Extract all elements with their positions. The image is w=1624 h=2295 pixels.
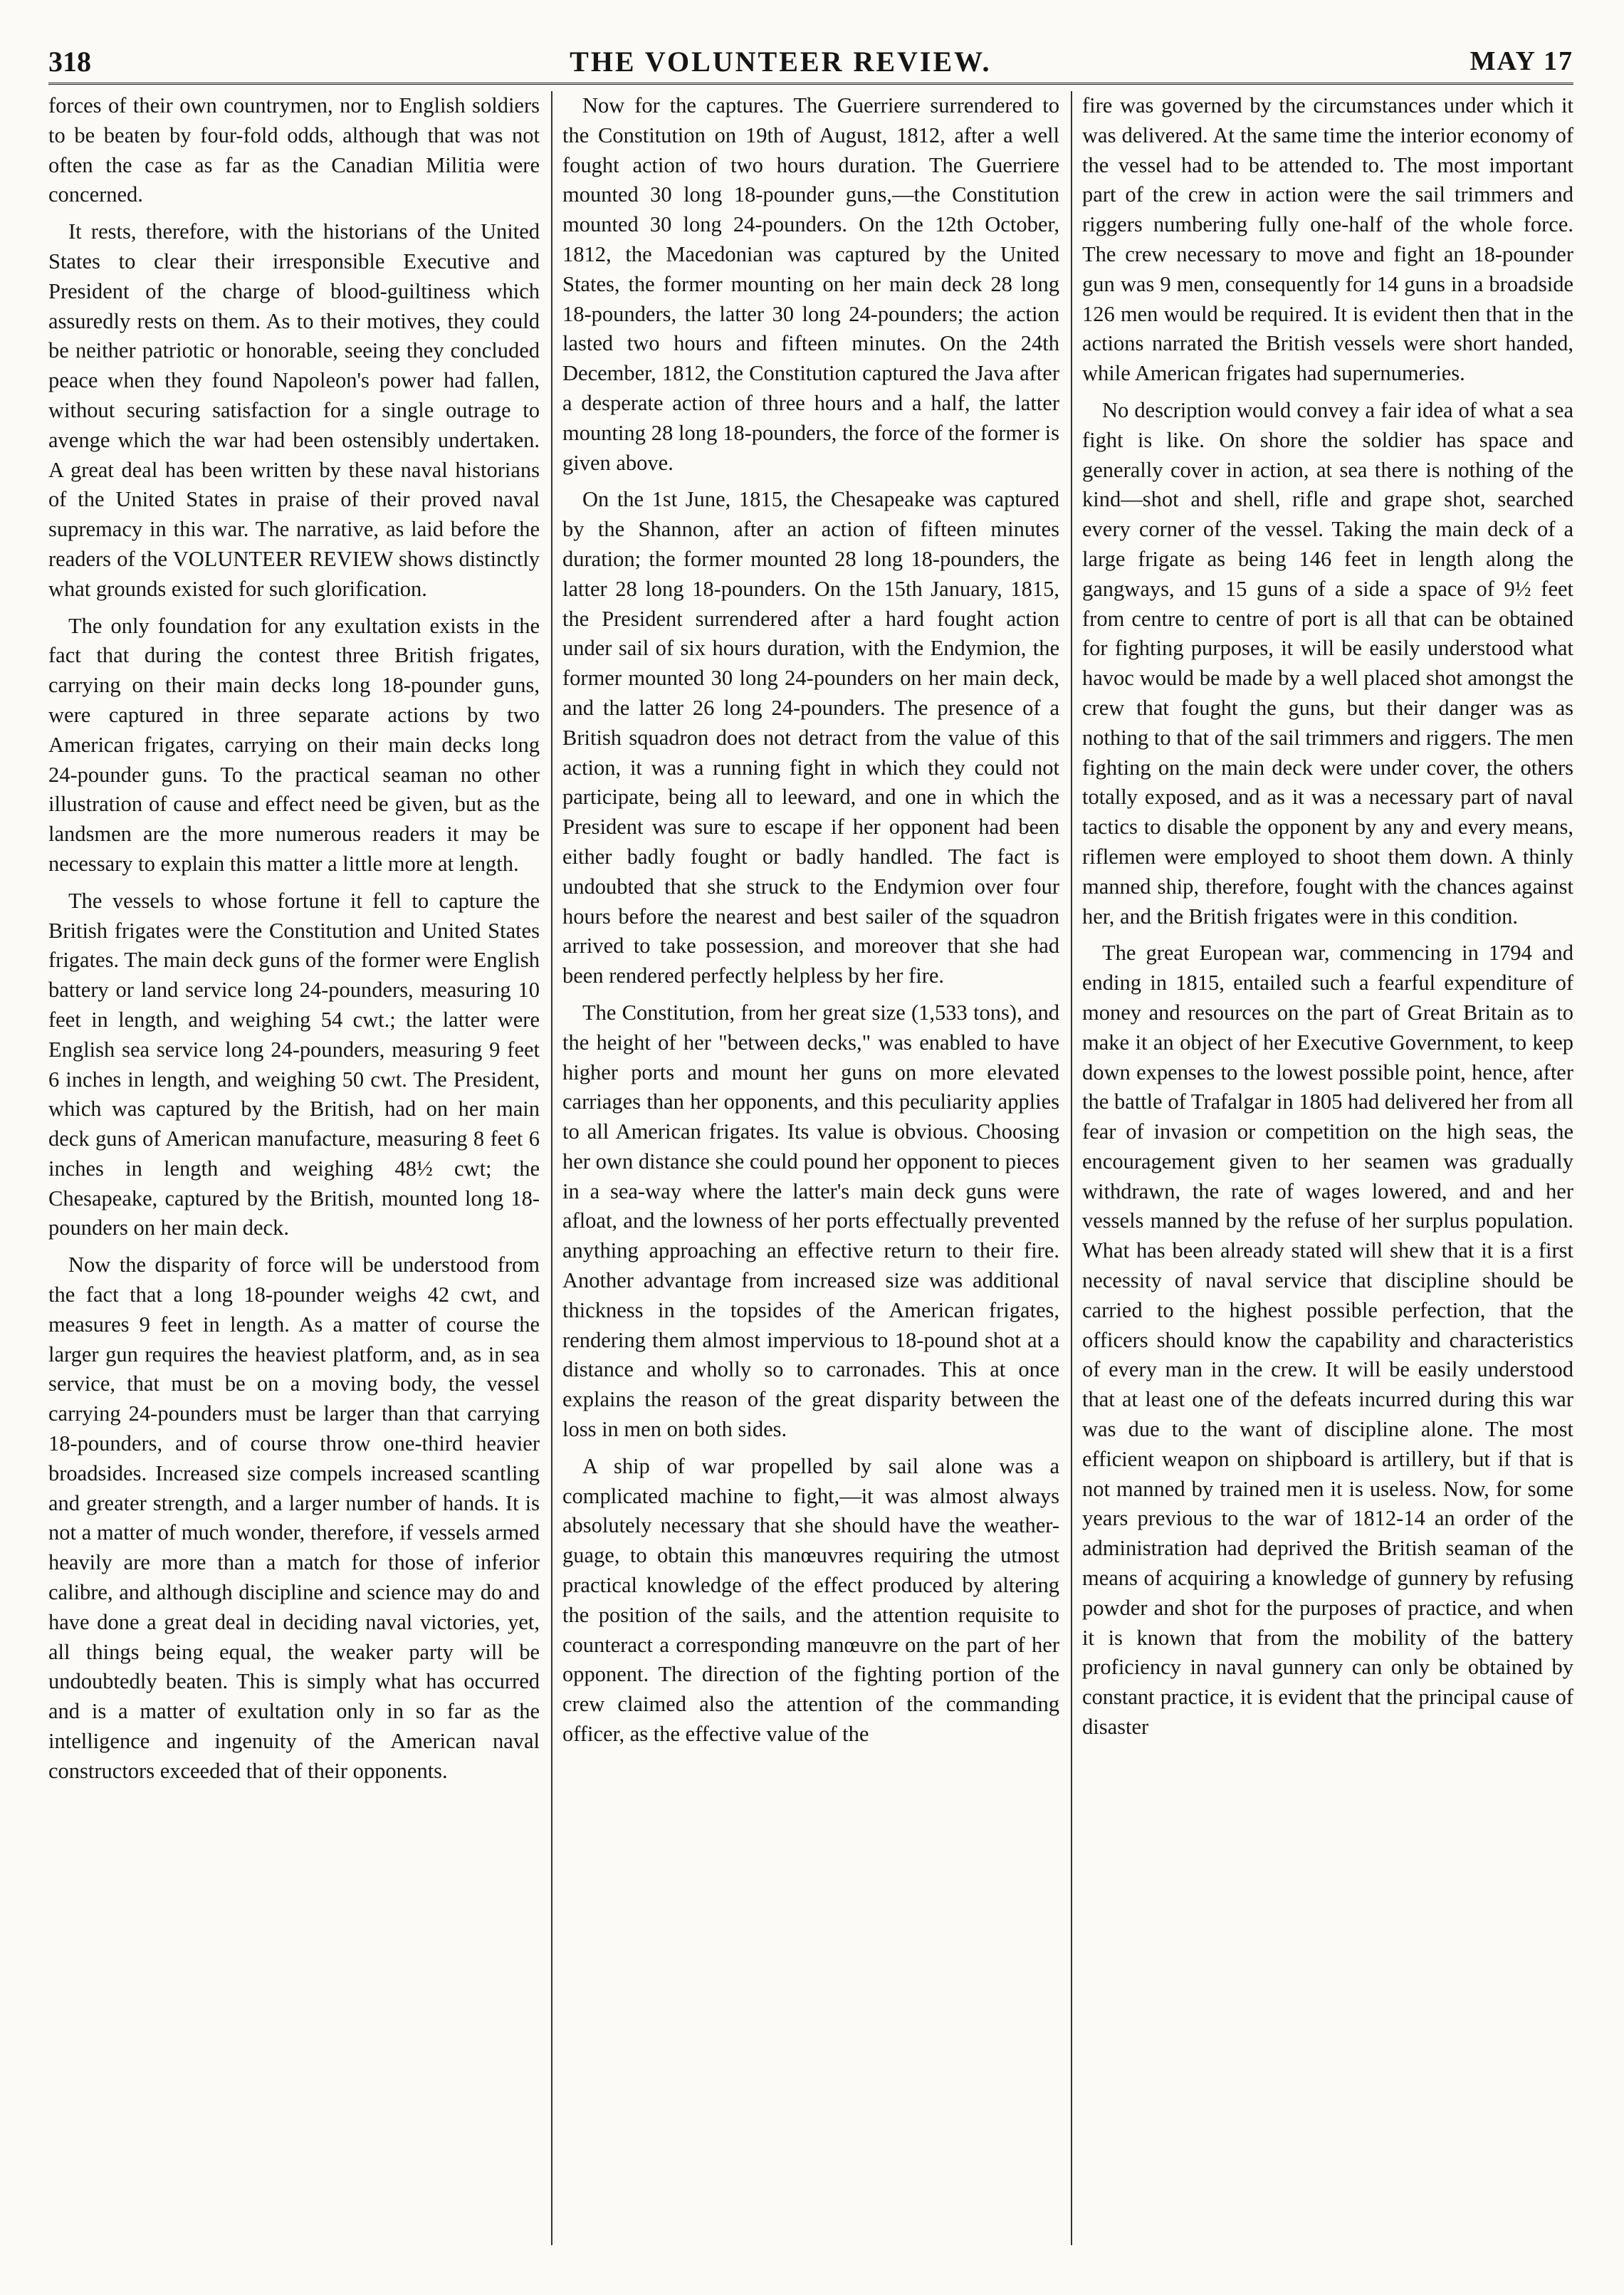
paragraph: The great European war, commencing in 1794 and ending in 1815, entailed such a fearful expenditure of money and resources on the part of Great Britain as to make it an object of her Executive Government, to keep down expenses to the lowest possible point, hence, after the battle of Trafalgar in 1805 had delivered her from all fear of invasion or competition on the high seas, the encouragement given to her seamen was gradually withdrawn, the rate of wages lowered, and and her vessels manned by the refuse of her surplus population. What has been already stated will shew that it is a first necessity of naval service that discipline should be carried to the highest possible perfection, that the officers should know the capability and characteristics of every man in the crew. It will be easily understood that at least one of the defeats incurred during this war was due to the want of discipline alone. The most efficient weapon on shipboard is artillery, but if that is not manned by trained men it is useless. Now, for some years previous to the war of 1812-14 an order of the administration had deprived the British seaman of the means of acquiring a knowledge of gunnery by refusing powder and shot for the purposes of practice, and when it is known that from the mobility of the battery proficiency in naval gunnery can only be obtained by constant practice, it is evident that the principal cause of disaster <box>1082 941 1573 1740</box>
paragraph: The only foundation for any exultation exists in the fact that during the contest three British frigates, carrying on their main decks long 18-pounder guns, were captured in three separate actions by two American frigates, carrying on their main decks long 24-pounder guns. To the practical seaman no other illustration of cause and effect need be given, but as the landsmen are the more numerous readers it may be necessary to explain this matter a little more at length. <box>48 613 540 876</box>
paragraph: On the 1st June, 1815, the Chesapeake was captured by the Shannon, after an action of fifteen minutes duration; the former mounted 28 long 18-pounders, the latter 28 long 18-pounders. On the 15th January, 1815, the President surrendered after a hard fought action under sail of six hours duration, with the Endymion, the former mounted 30 long 24-pounders on her main deck, and the latter 26 long 24-pounders. The presence of a British squadron does not detract from the value of this action, it was a running fight in which they could not participate, being all to leeward, and one in which the President was sure to escape if her opponent had been either badly fought or badly handled. The fact is undoubted that she struck to the Endymion over four hours before the nearest and best sailer of the squadron arrived to take possession, and moreover that she had been rendered perfectly helpless by her fire. <box>562 487 1059 988</box>
column-divider <box>551 91 552 2245</box>
paragraph: Now for the captures. The Guerriere surrendered to the Constitution on 19th of August, 1812, after a well fought action of two hours duration. The Guerriere mounted 30 long 18-pounder guns,—the Constitution mounted 30 long 24-pounders. On the 12th October, 1812, the Macedonian was captured by the United States, the former mounting on her main deck 28 long 18-pounders, the latter 30 long 24-pounders; the action lasted two hours and fifteen minutes. On the 24th December, 1812, the Constitution captured the Java after a desperate action of three hours and a half, the latter mounting 28 long 18-pounders, the force of the former is given above. <box>562 93 1059 475</box>
column-1 <box>48 91 540 2249</box>
column-3 <box>1082 91 1573 2249</box>
article-columns <box>48 91 1573 2249</box>
paragraph: forces of their own countrymen, nor to English soldiers to be beaten by four-fold odds, although that was not often the case as far as the Canadian Militia were concerned. <box>48 93 540 207</box>
paragraph: The vessels to whose fortune it fell to capture the British frigates were the Constitution and United States frigates. The main deck guns of the former were English battery or land service long 24-pounders, measuring 10 feet in length, and weighing 54 cwt.; the latter were English sea service long 24-pounders, measuring 9 feet 6 inches in length, and weighing 50 cwt. The President, which was captured by the British, had on her main deck guns of American manufacture, measuring 8 feet 6 inches in length and weighing 48½ cwt; the Chesapeake, captured by the British, mounted long 18-pounders on her main deck. <box>48 888 540 1240</box>
column-2 <box>562 91 1059 2249</box>
page-header <box>48 40 1573 83</box>
paragraph: fire was governed by the circumstances under which it was delivered. At the same time the interior economy of the vessel had to be attended to. The most important part of the crew in action were the sail trimmers and riggers numbering fully one-half of the whole force. The crew necessary to move and fight an 18-pounder gun was 9 men, consequently for 14 guns in a broadside 126 men would be required. It is evident then that in the actions narrated the British vessels were short handed, while American frigates had supernumeries. <box>1082 93 1573 386</box>
paragraph: No description would convey a fair idea of what a sea fight is like. On shore the soldier has space and generally cover in action, at sea there is nothing of the kind—shot and shell, rifle and grape shot, searched every corner of the vessel. Taking the main deck of a large frigate as being 146 feet in length along the gangways, and 15 guns of a side a space of 9½ feet from centre to centre of port is all that can be obtained for fighting purposes, it will be easily understood what havoc would be made by a well placed shot amongst the crew that fought the guns, but their danger was as nothing to that of the sail trimmers and riggers. The men fighting on the main deck were under cover, the others totally exposed, and as it was a necessary part of naval tactics to disable the opponent by any and every means, riflemen were employed to shoot them down. A thinly manned ship, therefore, fought with the chances against her, and the British frigates were in this condition. <box>1082 397 1573 929</box>
issue-date: MAY 17 <box>1470 46 1573 76</box>
page-number: 318 <box>48 45 91 78</box>
header-rule <box>48 83 1573 85</box>
paragraph: The Constitution, from her great size (1,533 tons), and the height of her "between decks," was enabled to have higher ports and mount her guns on more elevated carriages than her opponents, and this peculiarity applies to all American frigates. Its value is obvious. Choosing her own distance she could pound her opponent to pieces in a sea-way where the latter's main deck guns were afloat, and the lowness of her ports effectually prevented anything approaching an effective return to their fire. Another advantage from increased size was additional thickness in the topsides of the American frigates, rendering them almost impervious to 18-pound shot at a distance and wholly so to carronades. This at once explains the reason of the great disparity between the loss in men on both sides. <box>562 1000 1059 1442</box>
publication-title: THE VOLUNTEER REVIEW. <box>570 45 992 78</box>
column-divider <box>1071 91 1072 2245</box>
paragraph: Now the disparity of force will be understood from the fact that a long 18-pounder weighs 42 cwt, and measures 9 feet in length. As a matter of course the larger gun requires the heaviest platform, and, as in sea service, that must be on a moving body, the vessel carrying 24-pounders must be larger than that carrying 18-pounders, and of course throw one-third heavier broadsides. Increased size compels increased scantling and greater strength, and a larger number of hands. It is not a matter of much wonder, therefore, if vessels armed heavily are more than a match for those of inferior calibre, and although discipline and science may do and have done a great deal in deciding naval victories, yet, all things being equal, the weaker party will be undoubtedly beaten. This is simply what has occurred and is a matter of exultation only in so far as the intelligence and ingenuity of the American naval constructors exceeded that of their opponents. <box>48 1253 540 1783</box>
paragraph: A ship of war propelled by sail alone was a complicated machine to fight,—it was almost always absolutely necessary that she should have the weather-guage, to obtain this manœuvres requiring the utmost practical knowledge of the effect produced by altering the position of the sails, and the attention requisite to counteract a corresponding manœuvre on the part of her opponent. The direction of the fighting portion of the crew claimed also the attention of the commanding officer, as the effective value of the <box>562 1453 1059 1747</box>
paragraph: It rests, therefore, with the historians of the United States to clear their irresponsible Executive and President of the charge of blood-guiltiness which assuredly rests on them. As to their motives, they could be neither patriotic or honorable, seeing they concluded peace when they found Napoleon's power had fallen, without securing satisfaction for a single outrage to avenge which the war had been ostensibly undertaken. A great deal has been written by these naval historians of the United States in praise of their proved naval supremacy in this war. The narrative, as laid before the readers of the VOLUNTEER REVIEW shows distinctly what grounds existed for such glorification. <box>48 219 540 601</box>
